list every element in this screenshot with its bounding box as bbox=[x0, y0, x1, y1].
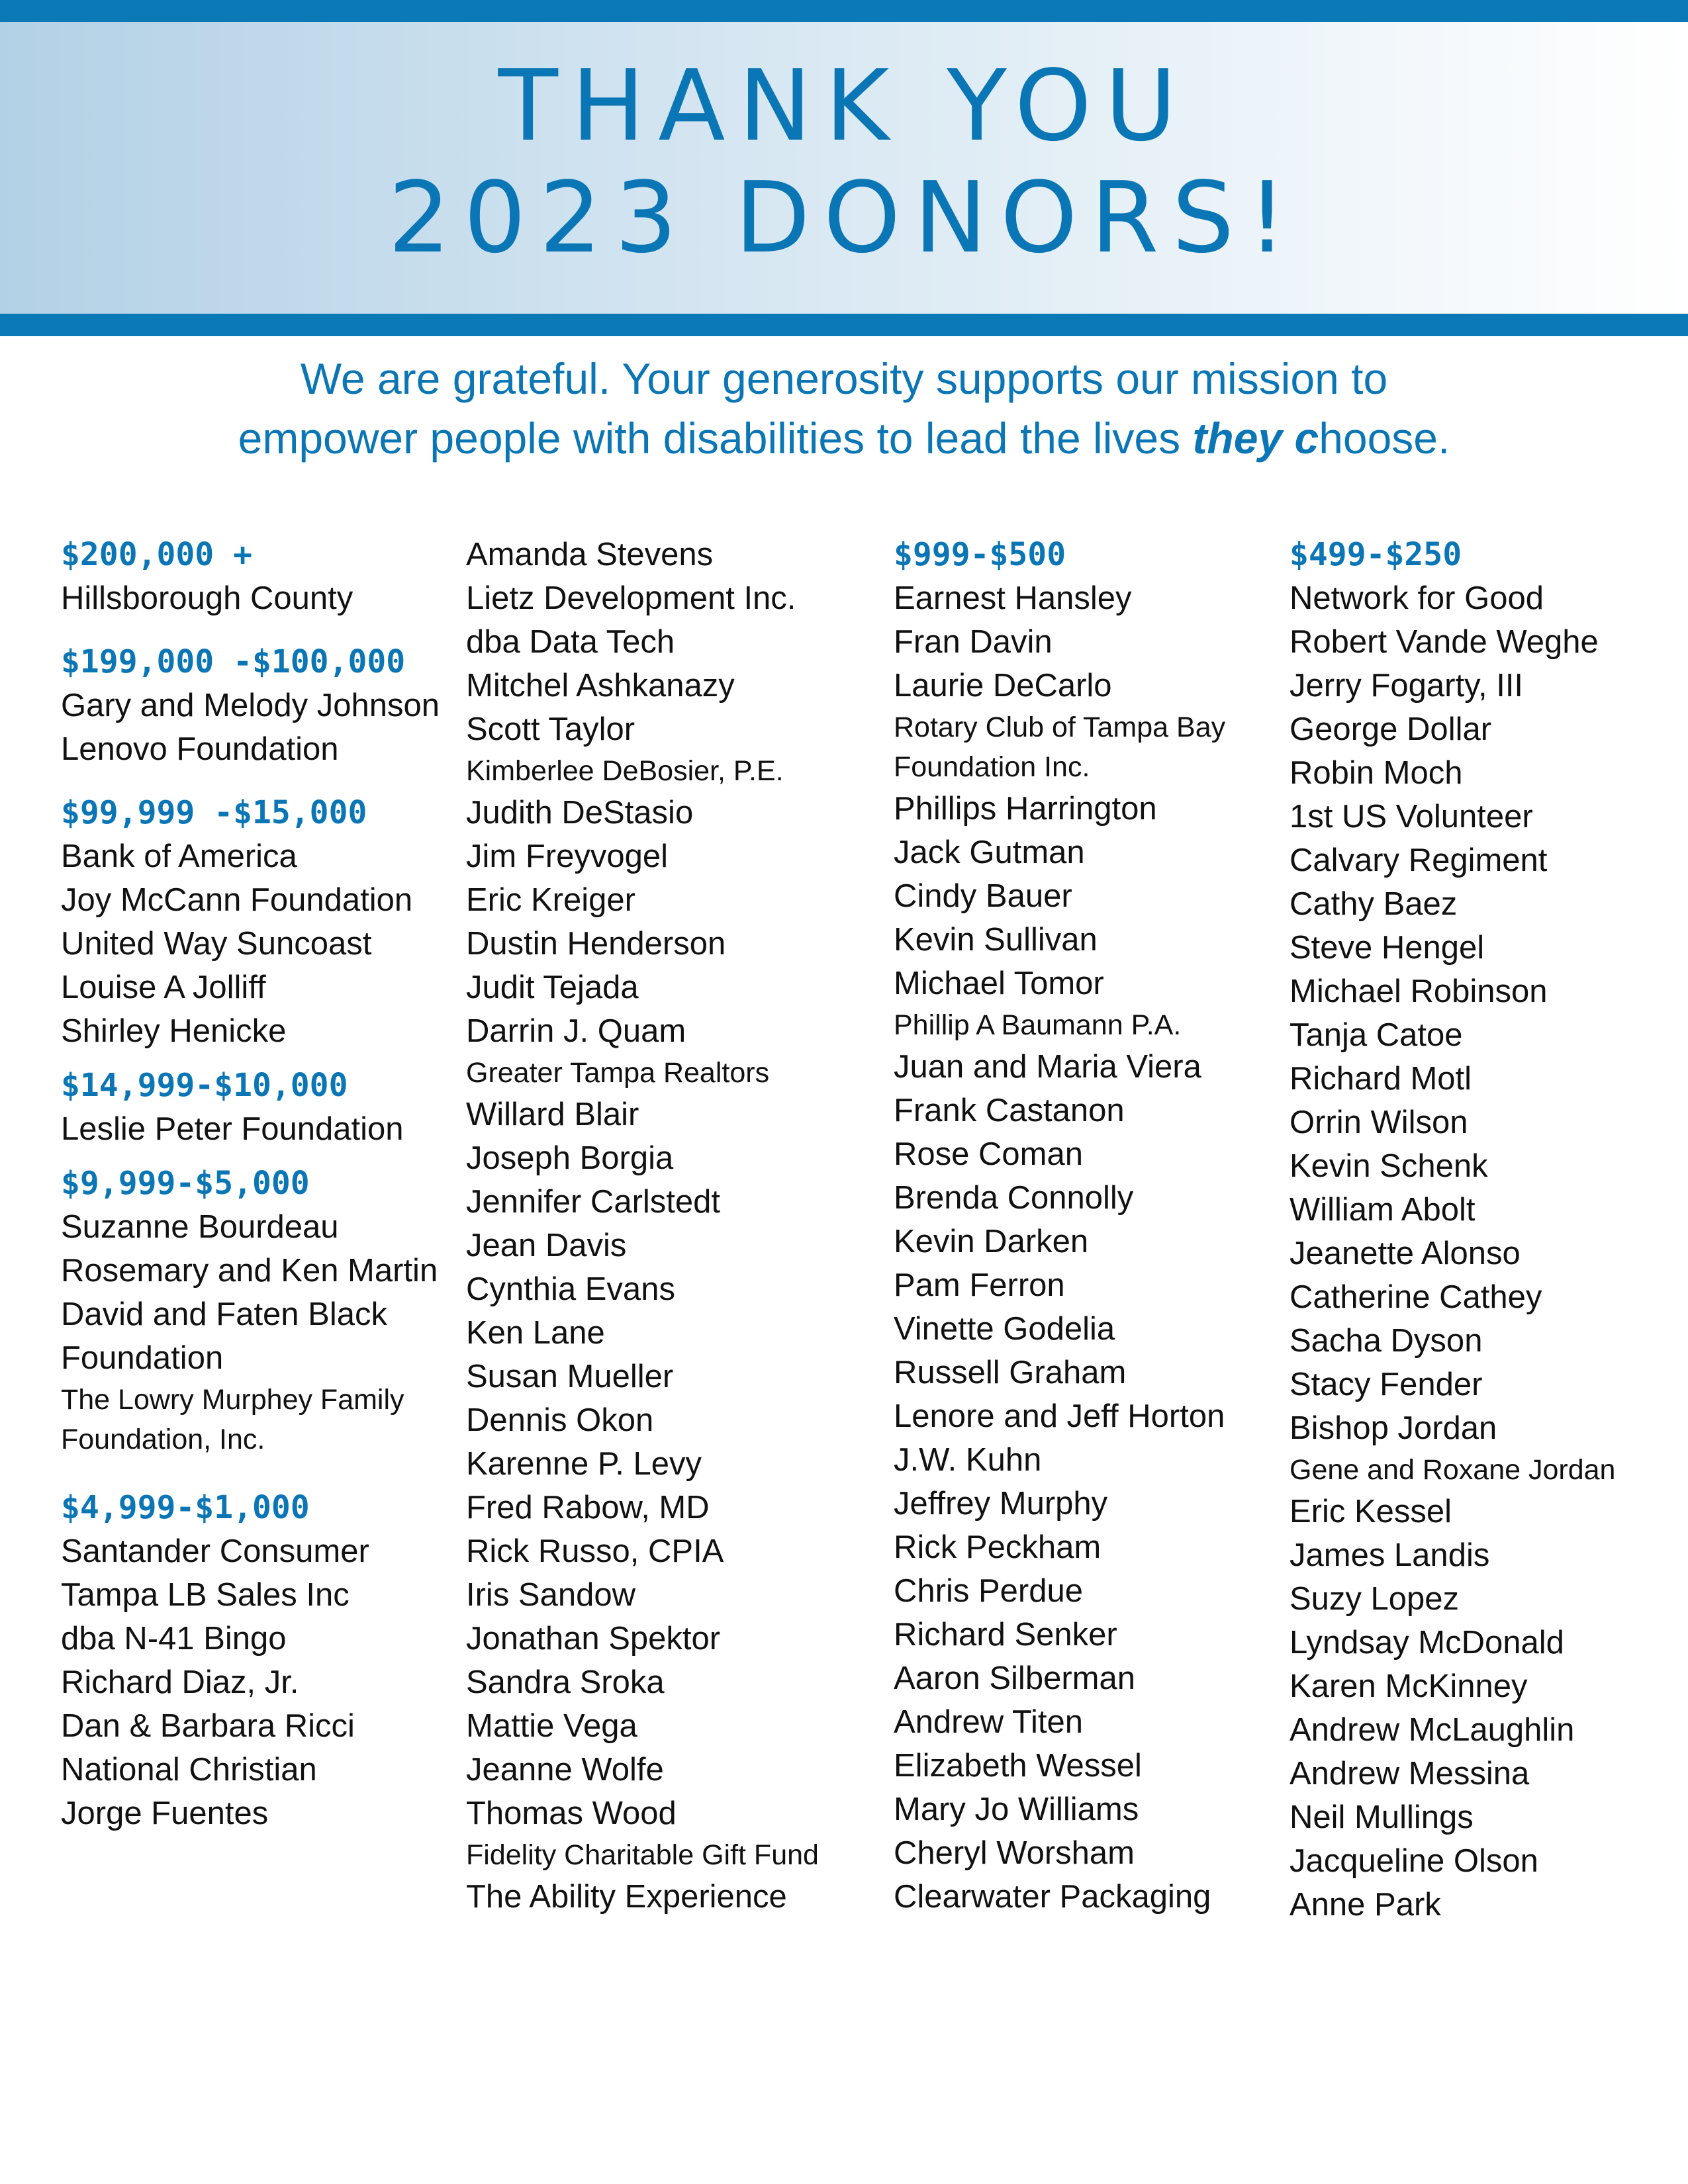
donor-name: Rotary Club of Tampa Bay bbox=[894, 711, 1226, 743]
donor-name: Kevin Sullivan bbox=[894, 922, 1098, 958]
donor-name: Jennifer Carlstedt bbox=[466, 1184, 721, 1220]
donor-name: Louise A Jolliff bbox=[61, 970, 266, 1005]
donor-name: Sandra Sroka bbox=[466, 1664, 665, 1700]
donor-name: Darrin J. Quam bbox=[466, 1013, 686, 1049]
donor-name: Rick Russo, CPIA bbox=[466, 1533, 724, 1569]
tier-header: $99,999 -$15,000 bbox=[61, 794, 367, 831]
donor-column-1 bbox=[61, 533, 458, 1835]
donor-name: Robert Vande Weghe bbox=[1289, 624, 1599, 660]
donor-name: Jeanette Alonso bbox=[1289, 1236, 1521, 1271]
donor-name: Earnest Hansley bbox=[894, 580, 1132, 616]
donor-name: Laurie DeCarlo bbox=[894, 668, 1112, 704]
donor-name: Richard Motl bbox=[1289, 1061, 1472, 1097]
title-line2: 2023 DONORS! bbox=[388, 161, 1300, 275]
donor-name: Lenore and Jeff Horton bbox=[894, 1398, 1225, 1434]
donor-name: Jim Freyvogel bbox=[466, 839, 668, 874]
donor-name: J.W. Kuhn bbox=[894, 1442, 1042, 1478]
subtitle-line2 bbox=[0, 408, 1688, 468]
donor-name: Foundation Inc. bbox=[894, 751, 1090, 783]
donor-name: Gene and Roxane Jordan bbox=[1289, 1454, 1616, 1486]
donor-name: Jean Davis bbox=[466, 1228, 627, 1263]
donor-name: Aaron Silberman bbox=[894, 1661, 1135, 1696]
top-accent-bar bbox=[0, 0, 1688, 22]
donor-name: James Landis bbox=[1289, 1537, 1490, 1573]
donor-name: Hillsborough County bbox=[61, 580, 353, 616]
donor-name: Scott Taylor bbox=[466, 711, 635, 747]
donor-name: Cathy Baez bbox=[1289, 886, 1458, 922]
donor-name: Kimberlee DeBosier, P.E. bbox=[466, 755, 784, 787]
tier-header: $999-$500 bbox=[894, 536, 1066, 573]
donor-name: Foundation, Inc. bbox=[61, 1424, 265, 1455]
donor-name: Richard Diaz, Jr. bbox=[61, 1664, 299, 1700]
donor-name: Foundation bbox=[61, 1340, 224, 1376]
donor-name: Fred Rabow, MD bbox=[466, 1490, 710, 1525]
donor-name: Frank Castanon bbox=[894, 1093, 1125, 1128]
donor-name: Bank of America bbox=[61, 839, 297, 874]
donor-name: William Abolt bbox=[1289, 1192, 1476, 1228]
donor-name: Joseph Borgia bbox=[466, 1140, 674, 1176]
donor-name: Joy McCann Foundation bbox=[61, 882, 413, 918]
subtitle bbox=[0, 349, 1688, 468]
donor-name: Ken Lane bbox=[466, 1315, 605, 1351]
donor-column-3 bbox=[894, 533, 1291, 1919]
donor-name: Phillip A Baumann P.A. bbox=[894, 1009, 1182, 1041]
donor-name: Greater Tampa Realtors bbox=[466, 1057, 770, 1089]
donor-name: Steve Hengel bbox=[1289, 930, 1485, 966]
donor-name: Brenda Connolly bbox=[894, 1180, 1134, 1216]
donor-name: Russell Graham bbox=[894, 1355, 1127, 1390]
donor-name: Jerry Fogarty, III bbox=[1289, 668, 1524, 704]
donor-name: Lietz Development Inc. bbox=[466, 580, 796, 616]
donor-name: dba Data Tech bbox=[466, 624, 675, 660]
donor-name: Jack Gutman bbox=[894, 835, 1085, 870]
donor-name: Network for Good bbox=[1289, 580, 1544, 616]
donor-name: Karen McKinney bbox=[1289, 1668, 1528, 1704]
donor-name: 1st US Volunteer bbox=[1289, 799, 1533, 835]
tier-header: $200,000 + bbox=[61, 536, 252, 573]
donor-name: Jorge Fuentes bbox=[61, 1796, 269, 1831]
donor-name: Jacqueline Olson bbox=[1289, 1843, 1538, 1879]
donor-name: Judit Tejada bbox=[466, 970, 639, 1005]
donor-name: Lenovo Foundation bbox=[61, 731, 339, 767]
donor-name: Susan Mueller bbox=[466, 1359, 674, 1394]
donor-name: Iris Sandow bbox=[466, 1577, 636, 1613]
donor-name: Andrew Titen bbox=[894, 1704, 1083, 1740]
donor-name: Karenne P. Levy bbox=[466, 1446, 702, 1482]
donor-name: Jeanne Wolfe bbox=[466, 1752, 664, 1788]
donor-name: Pam Ferron bbox=[894, 1267, 1065, 1303]
donor-name: Chris Perdue bbox=[894, 1573, 1083, 1609]
donor-name: Sacha Dyson bbox=[1289, 1323, 1483, 1359]
donor-name: Jonathan Spektor bbox=[466, 1621, 721, 1657]
donor-name: Lyndsay McDonald bbox=[1289, 1625, 1564, 1661]
donor-column-2 bbox=[466, 533, 863, 1919]
donor-name: Clearwater Packaging bbox=[894, 1879, 1211, 1915]
donor-name: dba N-41 Bingo bbox=[61, 1621, 287, 1657]
donor-name: Calvary Regiment bbox=[1289, 842, 1548, 878]
subtitle-line2-pre: empower people with disabilities to lead the lives bbox=[238, 414, 1193, 463]
donor-name: Fran Davin bbox=[894, 624, 1053, 660]
donor-name: Neil Mullings bbox=[1289, 1799, 1474, 1835]
donor-name: Andrew McLaughlin bbox=[1289, 1712, 1575, 1748]
donor-name: Santander Consumer bbox=[61, 1533, 369, 1569]
donor-name: Eric Kessel bbox=[1289, 1494, 1452, 1529]
donor-name: Rick Peckham bbox=[894, 1529, 1102, 1565]
donor-name: Anne Park bbox=[1289, 1887, 1441, 1923]
donor-name: Kevin Schenk bbox=[1289, 1148, 1488, 1184]
donor-name: Michael Tomor bbox=[894, 966, 1104, 1001]
donor-name: Fidelity Charitable Gift Fund bbox=[466, 1839, 819, 1871]
donor-name: Amanda Stevens bbox=[466, 537, 714, 572]
donor-name: Jeffrey Murphy bbox=[894, 1486, 1108, 1522]
donor-name: Shirley Henicke bbox=[61, 1013, 287, 1049]
donor-name: Tampa LB Sales Inc bbox=[61, 1577, 350, 1613]
donor-name: Tanja Catoe bbox=[1289, 1017, 1463, 1053]
donor-name: Mattie Vega bbox=[466, 1708, 637, 1744]
donor-name: Kevin Darken bbox=[894, 1224, 1089, 1259]
donor-name: Vinette Godelia bbox=[894, 1311, 1115, 1347]
subtitle-line2-post: hoose. bbox=[1319, 414, 1450, 463]
donor-name: Cindy Bauer bbox=[894, 878, 1072, 914]
donor-name: National Christian bbox=[61, 1752, 317, 1788]
donor-name: Juan and Maria Viera bbox=[894, 1049, 1201, 1085]
donor-name: Mitchel Ashkanazy bbox=[466, 668, 735, 704]
donor-name: Richard Senker bbox=[894, 1617, 1117, 1653]
tier-header: $4,999-$1,000 bbox=[61, 1489, 310, 1526]
donor-name: Stacy Fender bbox=[1289, 1367, 1483, 1402]
bottom-accent-bar bbox=[0, 314, 1688, 336]
donor-name: Rosemary and Ken Martin bbox=[61, 1253, 438, 1289]
donor-name: Suzanne Bourdeau bbox=[61, 1209, 339, 1245]
donor-name: Thomas Wood bbox=[466, 1796, 677, 1831]
title-line1: THANK YOU bbox=[498, 49, 1190, 163]
donor-name: The Ability Experience bbox=[466, 1879, 787, 1915]
donor-name: Elizabeth Wessel bbox=[894, 1748, 1142, 1784]
donor-name: Rose Coman bbox=[894, 1136, 1083, 1172]
donor-name: Cheryl Worsham bbox=[894, 1835, 1135, 1871]
tier-header: $499-$250 bbox=[1289, 536, 1462, 573]
donor-name: United Way Suncoast bbox=[61, 926, 372, 962]
donor-name: Michael Robinson bbox=[1289, 974, 1548, 1009]
tier-header: $9,999-$5,000 bbox=[61, 1165, 310, 1202]
donor-name: Suzy Lopez bbox=[1289, 1581, 1460, 1617]
donor-name: Dustin Henderson bbox=[466, 926, 726, 962]
donor-name: David and Faten Black bbox=[61, 1297, 387, 1332]
donor-name: Dennis Okon bbox=[466, 1402, 654, 1438]
donor-name: Judith DeStasio bbox=[466, 795, 694, 831]
donor-name: Orrin Wilson bbox=[1289, 1105, 1468, 1140]
donor-name: George Dollar bbox=[1289, 711, 1492, 747]
donor-name: Leslie Peter Foundation bbox=[61, 1111, 404, 1147]
tier-header: $14,999-$10,000 bbox=[61, 1067, 348, 1104]
donor-name: Robin Moch bbox=[1289, 755, 1463, 791]
tier-header: $199,000 -$100,000 bbox=[61, 643, 406, 680]
donor-name: Phillips Harrington bbox=[894, 791, 1157, 827]
donor-name: Andrew Messina bbox=[1289, 1756, 1530, 1792]
subtitle-line1: We are grateful. Your generosity supports our mission to bbox=[300, 354, 1388, 403]
donor-name: Eric Kreiger bbox=[466, 882, 635, 918]
donor-name: The Lowry Murphey Family bbox=[61, 1384, 404, 1416]
donor-name: Bishop Jordan bbox=[1289, 1410, 1497, 1446]
donor-name: Dan & Barbara Ricci bbox=[61, 1708, 355, 1744]
donor-name: Willard Blair bbox=[466, 1097, 639, 1132]
subtitle-emphasis: they c bbox=[1192, 414, 1319, 463]
donor-column-4 bbox=[1289, 533, 1680, 1927]
donor-name: Gary and Melody Johnson bbox=[61, 688, 440, 723]
donor-name: Catherine Cathey bbox=[1289, 1279, 1542, 1315]
donor-name: Mary Jo Williams bbox=[894, 1792, 1139, 1827]
donor-name: Cynthia Evans bbox=[466, 1271, 675, 1307]
